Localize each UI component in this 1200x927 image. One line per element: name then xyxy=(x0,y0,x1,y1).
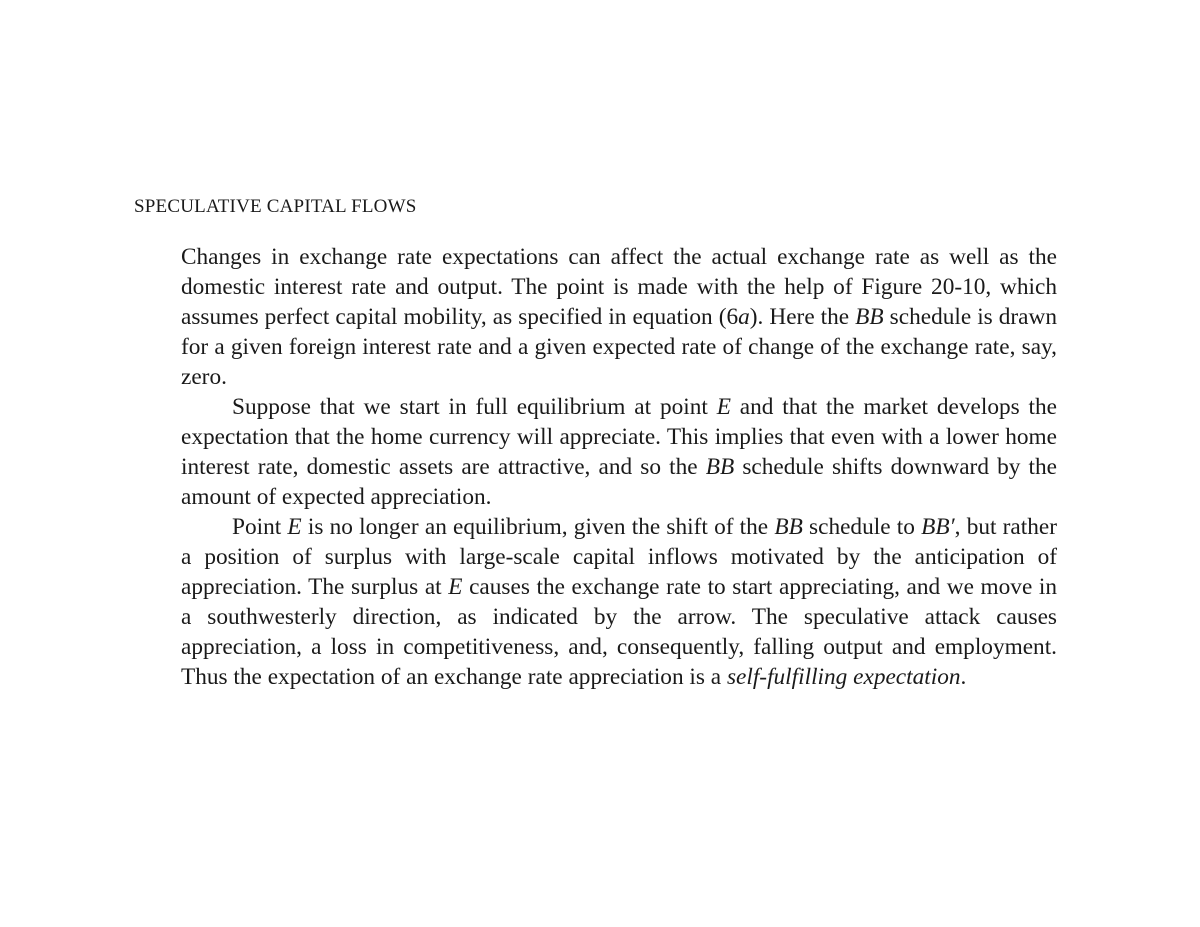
paragraph-2 xyxy=(181,392,1057,512)
italic-run: self-fulfilling expectation xyxy=(726,664,961,690)
text-run: ). Here the xyxy=(749,304,856,330)
text-run: schedule is drawn for a given foreign interest rate and a given expected rate of change of the exchange rate, say, zero. xyxy=(181,304,1057,390)
text-run: is no longer an equilibrium, given the shift of the xyxy=(301,514,775,540)
text-run: schedule to xyxy=(802,514,922,540)
italic-run: BB xyxy=(774,514,803,540)
italic-run: E xyxy=(448,574,463,600)
text-run: and that the market develops the expectation that the home currency will appreciate. This implies that even with a lower home interest rate, domestic assets are attractive, and so the xyxy=(181,394,1057,480)
italic-run: BB xyxy=(855,304,884,330)
text-run: Changes in exchange rate expectations can affect the actual exchange rate as well as the domestic interest rate and output. The point is made with the help of Figure 20-10, which assumes perfect capital mobility, as specified in equation (6 xyxy=(181,244,1057,330)
italic-run: BB′ xyxy=(921,514,955,540)
body-text xyxy=(181,242,1057,692)
text-run: causes the exchange rate to start appreciating, and we move in a southwesterly direction, as indicated by the arrow. The speculative attack causes appreciation, a loss in competitiveness, and, consequently, falling output and employment. Thus the expectation of an exchange rate appreciation is a xyxy=(181,574,1058,690)
italic-run: E xyxy=(287,514,302,540)
text-run: Point xyxy=(232,514,288,540)
text-run: schedule shifts downward by the amount of expected appreciation. xyxy=(181,454,1057,510)
text-run: Suppose that we start in full equilibrium at point xyxy=(232,394,717,420)
text-run: . xyxy=(960,664,967,690)
paragraph-3 xyxy=(181,512,1057,692)
text-run: , but rather a position of surplus with large-scale capital inflows motivated by the anticipation of appreciation. The surplus at xyxy=(181,514,1057,600)
italic-run: BB xyxy=(705,454,735,480)
italic-run: a xyxy=(738,304,750,330)
section-heading: SPECULATIVE CAPITAL FLOWS xyxy=(134,196,417,217)
paragraph-1 xyxy=(181,242,1057,392)
italic-run: E xyxy=(716,394,731,420)
